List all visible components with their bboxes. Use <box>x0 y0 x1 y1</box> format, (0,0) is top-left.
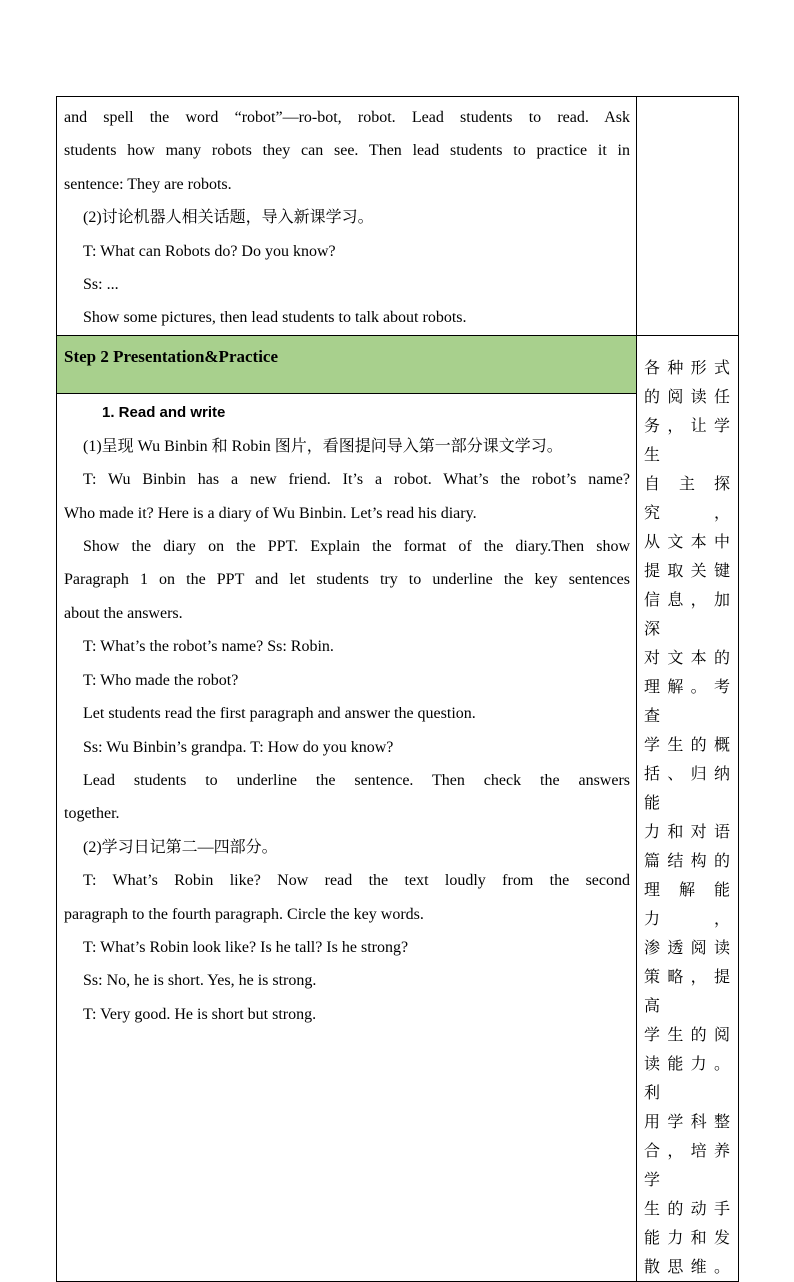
side-note-line: 理解能力， <box>644 879 732 928</box>
side-note-line: 生的动手 <box>644 1198 732 1218</box>
text-line: Ss: ... <box>83 276 119 294</box>
top-side-cell <box>637 97 739 336</box>
side-note-line: 对文本的 <box>644 647 732 667</box>
step2-header-cell <box>57 335 637 394</box>
side-note-line: 信息，加深 <box>644 589 732 638</box>
side-note-line: 散思维。 <box>644 1256 732 1276</box>
side-note-line: 学生的阅 <box>644 1024 732 1044</box>
text-line: T: What’s Robin look like? Is he tall? Is he strong? <box>83 938 409 956</box>
text-line: and spell the word “robot”—ro-bot, robot. Lead students to read. Ask <box>64 109 630 126</box>
lesson-plan-table <box>56 96 739 1282</box>
side-note-line: 读能力。利 <box>644 1053 732 1102</box>
text-line: sentence: They are robots. <box>64 175 232 193</box>
side-note-cell <box>637 335 739 1281</box>
side-note-line: 自主探究， <box>644 473 732 522</box>
text-line: T: What’s the robot’s name? Ss: Robin. <box>83 638 334 656</box>
text-line: T: Who made the robot? <box>83 671 239 689</box>
step2-content-cell <box>57 394 637 1281</box>
side-note-line: 务，让学生 <box>644 415 732 464</box>
side-note-line: 括、归纳能 <box>644 763 732 812</box>
step2-body-row <box>57 394 739 1281</box>
text-line: (2)学习日记第二—四部分。 <box>83 838 278 856</box>
text-line: together. <box>64 805 120 823</box>
sub-heading: 1. Read and write <box>102 404 226 422</box>
text-line: Paragraph 1 on the PPT and let students try to underline the key sentences <box>64 571 630 589</box>
text-line: T: Wu Binbin has a new friend. It’s a robot. What’s the robot’s name? <box>83 471 630 489</box>
text-line: students how many robots they can see. Then lead students to practice it in <box>64 142 630 160</box>
text-line: Who made it? Here is a diary of Wu Binbin. Let’s read his diary. <box>64 504 477 522</box>
step2-header-row <box>57 335 739 394</box>
text-line: Lead students to underline the sentence. Then check the answers <box>83 771 630 789</box>
side-note-line: 篇结构的 <box>644 850 732 870</box>
lesson-plan-page <box>56 96 738 1282</box>
top-content-cell <box>57 97 637 336</box>
text-line: Let students read the first paragraph and answer the question. <box>83 705 476 723</box>
side-note-line: 各种形式 <box>644 357 732 377</box>
side-note-line: 提取关键 <box>644 560 732 580</box>
side-note-line: 渗透阅读 <box>644 937 732 957</box>
text-line: paragraph to the fourth paragraph. Circle the key words. <box>64 905 424 923</box>
text-line: T: Very good. He is short but strong. <box>83 1005 317 1023</box>
side-note-line: 策略，提高 <box>644 966 732 1015</box>
text-line: Ss: No, he is short. Yes, he is strong. <box>83 972 317 990</box>
side-note-line: 学生的概 <box>644 734 732 754</box>
text-line: Show some pictures, then lead students to talk about robots. <box>83 309 467 327</box>
side-note-line: 力和对语 <box>644 821 732 841</box>
text-line: Show the diary on the PPT. Explain the format of the diary.Then show <box>83 538 630 556</box>
side-note-line: 从文本中 <box>644 531 732 551</box>
side-note-line: 能力和发 <box>644 1227 732 1247</box>
side-note <box>637 336 738 1281</box>
side-note-line: 理解。考查 <box>644 676 732 725</box>
text-line: (2)讨论机器人相关话题，导入新课学习。 <box>83 209 374 227</box>
top-content <box>57 97 636 335</box>
step-title: Step 2 Presentation&Practice <box>64 346 279 366</box>
text-line: about the answers. <box>64 604 183 622</box>
text-line: (1)呈现 Wu Binbin 和 Robin 图片，看图提问导入第一部分课文学习。 <box>83 437 563 455</box>
text-line: T: What can Robots do? Do you know? <box>83 242 336 260</box>
side-note-line: 用学科整 <box>644 1111 732 1131</box>
step2-content <box>57 394 636 1031</box>
side-note-line: 合，培养学 <box>644 1140 732 1189</box>
top-row <box>57 97 739 336</box>
text-line: Ss: Wu Binbin’s grandpa. T: How do you know? <box>83 738 394 756</box>
side-note-line: 的阅读任 <box>644 386 732 406</box>
text-line: T: What’s Robin like? Now read the text loudly from the second <box>83 872 630 890</box>
